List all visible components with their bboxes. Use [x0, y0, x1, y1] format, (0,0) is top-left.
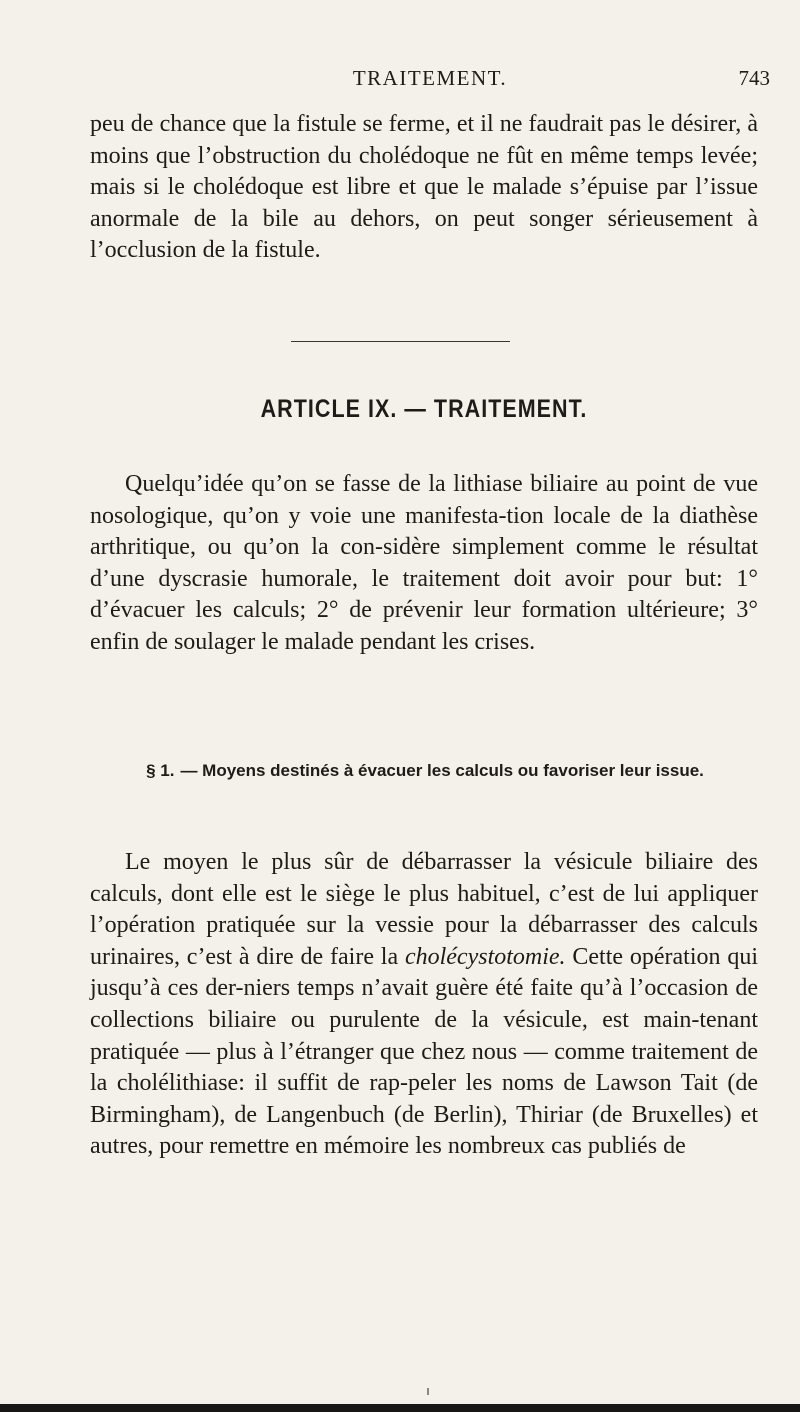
section-heading — [130, 758, 720, 784]
paragraph-occlusion-fistule: peu de chance que la fistule se ferme, et il ne faudrait pas le désirer, à moins que l’obstruction du cholédoque ne fût en même temps levée; mais si le cholédoque est libre et que le malade s’épuise par l’issue anormale de la bile au dehors, on peut songer sérieusement à l’occlusion de la fistule. — [90, 111, 758, 264]
italic-term: cholécystotomie. — [404, 943, 566, 970]
scan-bottom-edge — [0, 1404, 800, 1412]
paragraph-traitement-buts: Quelqu’idée qu’on se fasse de la lithiase biliaire au point de vue nosologique, qu’on y voie une manifesta-tion locale de la diathèse arthritique, ou qu’on la con-sidère simplement comme le résultat d’une dyscrasie humorale, le traitement doit avoir pour but: 1° d’évacuer les calculs; 2° de prévenir leur formation ultérieure; 3° enfin de soulager le malade pendant les crises. — [90, 471, 758, 655]
paragraph-text: Le moyen le plus sûr de débarrasser la vésicule biliaire des calculs, dont elle est le siège le plus habituel, c’est de lui appliquer l’opération pratiquée sur la vessie pour la débarrasser des calculs urinaires, c’est à dire de faire la — [90, 849, 758, 970]
scan-speck — [427, 1388, 429, 1395]
paragraph-text-continued: Cette opération qui jusqu’à ces der-niers temps n’avait guère été faite qu’à l’occasion de collections biliaire ou purulente de la vésicule, est main-tenant pratiquée — plus à l’étranger que chez nous — comme traitement de la cholélithiase: il suffit de rap-peler les noms de Lawson Tait (de Birmingham), de Langenbuch (de Berlin), Thiriar (de Bruxelles) et autres, pour remettre en mémoire les nombreux cas publiés de — [90, 943, 758, 1160]
section-symbol: § 1. — [146, 761, 175, 780]
running-head-title: TRAITEMENT. — [352, 66, 508, 90]
running-head — [90, 64, 770, 94]
paragraph-cholecystotomie — [90, 847, 758, 1163]
section-divider — [291, 341, 510, 342]
section-heading-text: — Moyens destinés à évacuer les calculs ou favoriser leur issue. — [180, 761, 704, 780]
page-number: 743 — [738, 66, 770, 90]
article-heading: ARTICLE IX. — TRAITEMENT. — [260, 395, 588, 423]
